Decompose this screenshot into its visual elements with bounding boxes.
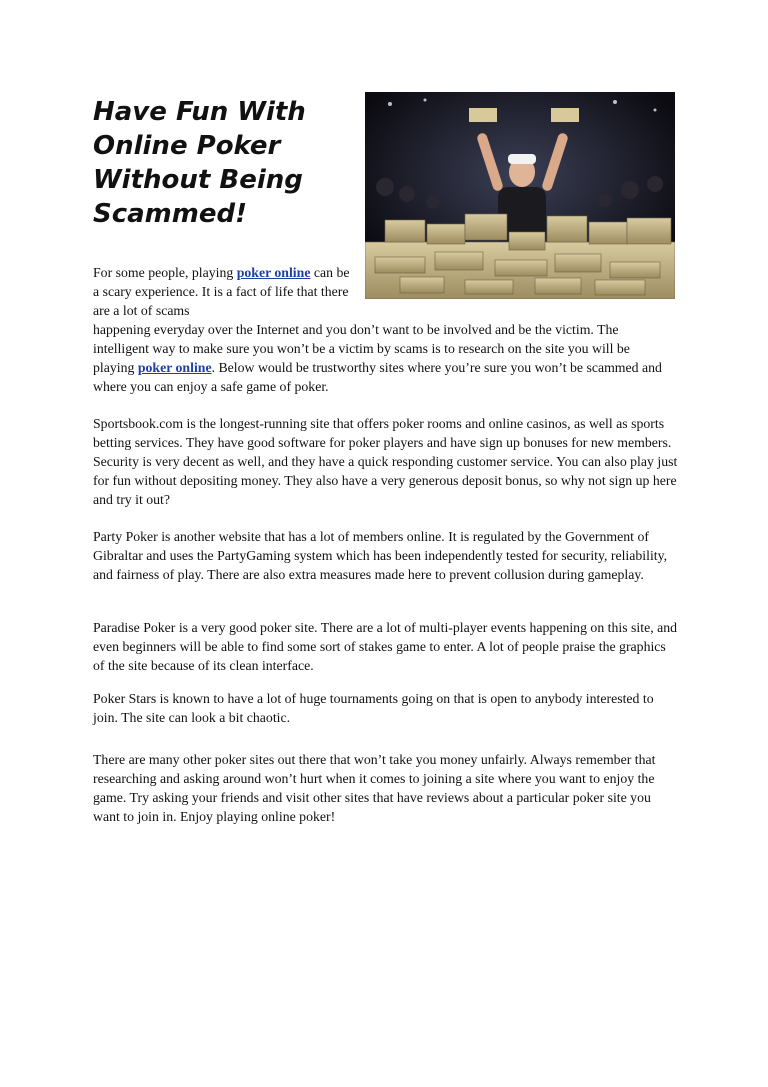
page-title — [93, 95, 358, 231]
paragraph-paradise-poker: Paradise Poker is a very good poker site. There are a lot of multi-player events happening on this site, and even beginners will be able to find some sort of stakes game to enter. A lot of people praise the graphics of the site because of its clean interface. — [93, 620, 678, 673]
poker-online-link[interactable] — [237, 265, 311, 280]
intro-text: . Below would be trustworthy sites where you’re sure you won’t be scammed and where you can enjoy a safe game of poker. — [93, 360, 662, 394]
poker-online-link-2[interactable]: poker online — [137, 360, 212, 375]
paragraph-poker-stars: Poker Stars is known to have a lot of huge tournaments going on that is open to anybody interested to join. The site can look a bit chaotic. — [93, 691, 654, 725]
intro-wrapped-text — [93, 263, 355, 320]
intro-paragraph — [93, 263, 673, 396]
paragraph-sportsbook: Sportsbook.com is the longest-running site that offers poker rooms and online casinos, as well as sports betting services. They have good software for poker players and have sign up bonuses for new members. Security is very decent as well, and they have a quick responding customer service. You can also play just for fun without depositing money. They also have a very generous deposit bonus, so why not sign up here and try it out? — [93, 416, 678, 507]
title-line: Online Poker — [93, 131, 281, 161]
title-line: Scammed! — [93, 199, 247, 229]
title-line: Have Fun With — [93, 97, 306, 127]
link-text: poker — [236, 265, 271, 280]
paragraph-closing: There are many other poker sites out there that won’t take you money unfairly. Always remember that researching and asking around won’t hurt when it comes to joining a site where you want to enjoy the game. Try asking your friends and visit other sites that have reviews about a particular poker site you want to join in. Enjoy playing online poker! — [93, 752, 656, 824]
paragraph-party-poker: Party Poker is another website that has a lot of members online. It is regulated by the Government of Gibraltar and uses the PartyGaming system which has been independently tested for security, reliability, and fairness of play. There are also extra measures made here to prevent collusion during gameplay. — [93, 529, 668, 582]
intro-text: For some people, playing — [93, 265, 237, 280]
intro-text: happening everyday over the Internet and you don’t want to be involved and be the victim. The intelligent way to make sure you won’t be a victim by scams is to research on the site you will be playing — [93, 322, 630, 375]
intro-text: can be a scary experience. It is a fact of life that there are a lot of scams — [93, 265, 350, 318]
link-text: online — [274, 265, 311, 280]
title-line: Without Being — [93, 165, 303, 195]
